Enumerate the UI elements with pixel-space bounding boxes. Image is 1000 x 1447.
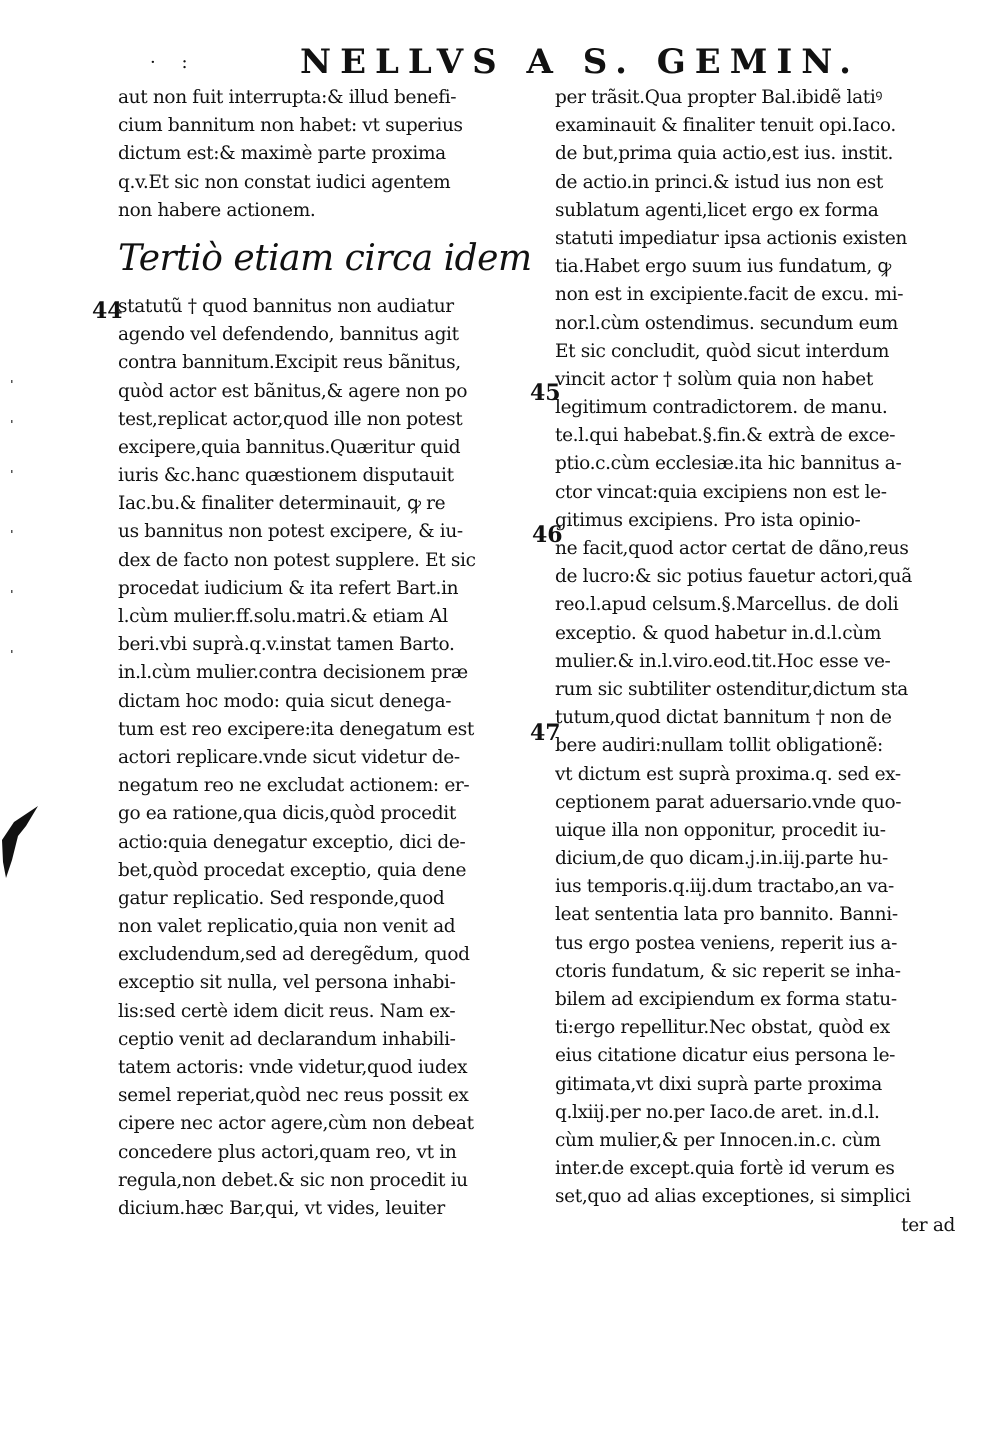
text-line: dex de facto non potest supplere. Et sic	[118, 549, 476, 571]
text-line: dictam hoc modo: quia sicut denega-	[118, 690, 452, 712]
text-line: reo.l.apud celsum.§.Marcellus. de doli	[555, 594, 899, 616]
text-line: te.l.qui habebat.§.fin.& extrà de exce-	[555, 425, 896, 447]
text-line: tatem actoris: vnde videtur,quod iudex	[118, 1057, 468, 1078]
text-line: agendo vel defendendo, bannitus agit	[118, 324, 459, 346]
text-line: leat sententia lata pro bannito. Banni-	[555, 904, 898, 926]
text-line: ptio.c.cùm ecclesiæ.ita hic bannitus a-	[555, 453, 902, 475]
text-line: vt dictum est suprà proxima.q. sed ex-	[555, 763, 901, 785]
text-line: non valet replicatio,quia non venit ad	[118, 916, 456, 938]
text-line: procedat iudicium & ita refert Bart.in	[118, 577, 459, 599]
text-line: dicium.hæc Bar,qui, vt vides, leuiter	[118, 1197, 445, 1219]
text-line: cùm mulier,& per Innocen.in.c. cùm	[555, 1129, 881, 1151]
ink-blot-mark	[0, 800, 42, 880]
text-line: per trãsit.Qua propter Bal.ibidẽ latiꝰ	[555, 87, 883, 108]
text-line: semel reperiat,quòd nec reus possit ex	[118, 1085, 469, 1107]
text-line: beri.vbi suprà.q.v.instat tamen Barto.	[118, 634, 455, 656]
text-line: l.cùm mulier.ff.solu.matri.& etiam Al	[118, 606, 448, 627]
margin-number-44: 44	[92, 298, 123, 324]
left-column	[118, 84, 530, 1223]
text-line: us bannitus non potest excipere, & iu-	[118, 521, 463, 543]
running-header: NELLVS A S. GEMIN.	[300, 42, 861, 82]
text-line: mulier.& in.l.viro.eod.tit.Hoc esse ve-	[555, 650, 891, 672]
text-line: Iac.bu.& finaliter determinauit, ꝙ re	[118, 493, 446, 515]
text-line: negatum reo ne excludat actionem: er-	[118, 775, 470, 797]
text-line: sublatum agenti,licet ergo ex forma	[555, 199, 879, 221]
text-line: ius temporis.q.iij.dum tractabo,an va-	[555, 876, 894, 898]
text-line: non habere actionem.	[118, 199, 316, 221]
text-line: cipere nec actor agere,cùm non debeat	[118, 1113, 474, 1135]
text-line: de actio.in princi.& istud ius non est	[555, 171, 883, 193]
text-line: exceptio sit nulla, vel persona inhabi-	[118, 972, 456, 994]
text-line: bet,quòd procedat exceptio, quia dene	[118, 859, 467, 881]
text-line: excipere,quia bannitus.Quæritur quid	[118, 436, 461, 458]
text-line: nor.l.cùm ostendimus. secundum eum	[555, 312, 898, 334]
right-column	[555, 84, 955, 1240]
text-line: ti:ergo repellitur.Nec obstat, quòd ex	[555, 1017, 890, 1039]
text-line: exceptio. & quod habetur in.d.l.cùm	[555, 622, 882, 644]
text-line: ceptio venit ad declarandum inhabili-	[118, 1028, 456, 1050]
text-line: go ea ratione,qua dicis,quòd procedit	[118, 803, 456, 825]
header-dots: · :	[150, 52, 198, 73]
text-line: contra bannitum.Excipit reus bãnitus,	[118, 352, 461, 374]
text-line: tia.Habet ergo suum ius fundatum, ꝙ	[555, 256, 891, 278]
margin-number-45: 45	[530, 380, 561, 406]
binding-edge-dots	[10, 380, 14, 660]
text-line: gitimata,vt dixi suprà parte proxima	[555, 1073, 882, 1095]
text-line: ne facit,quod actor certat de dãno,reus	[555, 538, 909, 559]
text-line: lis:sed certè idem dicit reus. Nam ex-	[118, 1000, 456, 1022]
text-line: tus ergo postea veniens, reperit ius a-	[555, 932, 897, 954]
text-line: bilem ad excipiendum ex forma statu-	[555, 989, 897, 1010]
text-line: in.l.cùm mulier.contra decisionem præ	[118, 662, 468, 684]
text-line: non est in excipiente.facit de excu. mi-	[555, 284, 904, 306]
text-line: concedere plus actori,quam reo, vt in	[118, 1141, 457, 1163]
text-line: ceptionem parat aduersario.vnde quo-	[555, 791, 902, 813]
text-line: bere audiri:nullam tollit obligationẽ:	[555, 735, 883, 757]
text-line: tutum,quod dictat bannitum † non de	[555, 707, 892, 729]
text-line: inter.de except.quia fortè id verum es	[555, 1158, 895, 1180]
text-line: vincit actor † solùm quia non habet	[555, 368, 873, 390]
text-line: dictum est:& maximè parte proxima	[118, 143, 446, 165]
text-line: actio:quia denegatur exceptio, dici de-	[118, 831, 466, 853]
text-line: de lucro:& sic potius fauetur actori,quã	[555, 566, 912, 588]
text-line: ctor vincat:quia excipiens non est le-	[555, 481, 887, 503]
text-line: gitimus excipiens. Pro ista opinio-	[555, 509, 861, 531]
text-line: aut non fuit interrupta:& illud benefi-	[118, 87, 457, 108]
text-line: legitimum contradictorem. de manu.	[555, 397, 888, 419]
text-line: Et sic concludit, quòd sicut interdum	[555, 340, 890, 362]
text-line: examinauit & finaliter tenuit opi.Iaco.	[555, 115, 896, 137]
text-line: q.v.Et sic non constat iudici agentem	[118, 171, 451, 193]
section-heading: Tertiò etiam circa idem	[118, 237, 532, 279]
text-line: eius citatione dicatur eius persona le-	[555, 1045, 896, 1067]
text-line: cium bannitum non habet: vt superius	[118, 115, 463, 137]
text-line: tum est reo excipere:ita denegatum est	[118, 718, 474, 740]
text-line: rum sic subtiliter ostenditur,dictum sta	[555, 678, 908, 700]
text-line: statutũ † quod bannitus non audiatur	[118, 295, 454, 317]
margin-number-47: 47	[530, 720, 561, 746]
text-line: gatur replicatio. Sed responde,quod	[118, 887, 445, 909]
text-line: dicium,de quo dicam.j.in.iij.parte hu-	[555, 848, 888, 870]
text-line: quòd actor est bãnitus,& agere non po	[118, 380, 468, 402]
text-line: test,replicat actor,quod ille non potest	[118, 408, 463, 430]
text-line: q.lxiij.per no.per Iaco.de aret. in.d.l.	[555, 1101, 880, 1123]
text-line: uique illa non opponitur, procedit iu-	[555, 819, 886, 841]
text-line: set,quo ad alias exceptiones, si simplici	[555, 1186, 911, 1208]
margin-number-46: 46	[532, 522, 563, 548]
text-line: statuti impediatur ipsa actionis existen	[555, 227, 907, 249]
text-line: actori replicare.vnde sicut videtur de-	[118, 746, 460, 768]
text-line: iuris &c.hanc quæstionem disputauit	[118, 465, 454, 487]
text-line: excludendum,sed ad deregẽdum, quod	[118, 944, 470, 966]
text-line: de but,prima quia actio,est ius. instit.	[555, 143, 893, 165]
text-line: regula,non debet.& sic non procedit iu	[118, 1169, 468, 1191]
text-line: ctoris fundatum, & sic reperit se inha-	[555, 960, 901, 982]
catchword: ter ad	[901, 1214, 955, 1236]
